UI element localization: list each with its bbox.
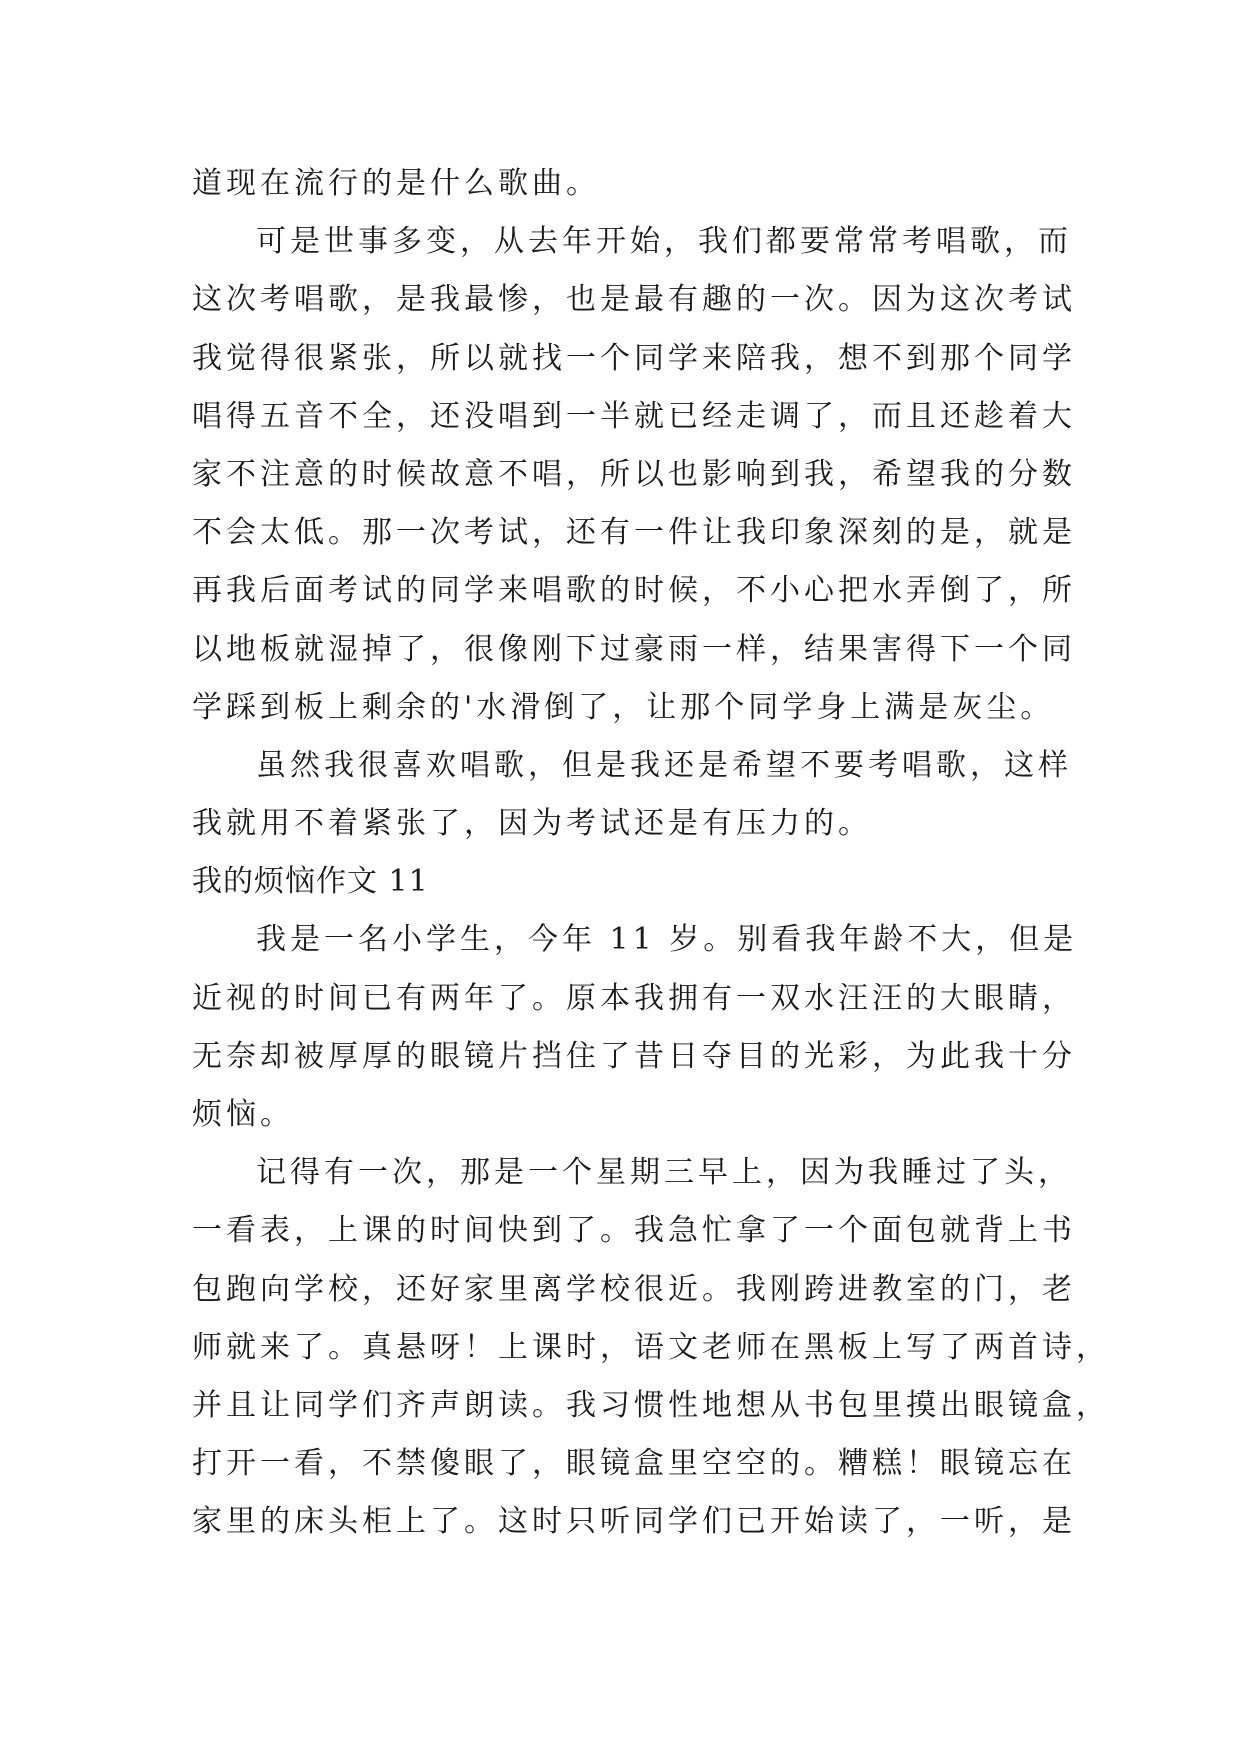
text-line: 近视的时间已有两年了。原本我拥有一双水汪汪的大眼睛， bbox=[192, 980, 1076, 1016]
text-line: 师就来了。真悬呀！上课时，语文老师在黑板上写了两首诗， bbox=[192, 1329, 1110, 1365]
text-line: 唱得五音不全，还没唱到一半就已经走调了，而且还趁着大 bbox=[192, 398, 1076, 434]
text-line: 这次考唱歌，是我最惨，也是最有趣的一次。因为这次考试 bbox=[192, 282, 1076, 318]
text-line: 并且让同学们齐声朗读。我习惯性地想从书包里摸出眼镜盒， bbox=[192, 1387, 1110, 1423]
text-line: 我觉得很紧张，所以就找一个同学来陪我，想不到那个同学 bbox=[192, 340, 1076, 376]
text-line: 烦恼。 bbox=[192, 1097, 294, 1132]
text-line: 可是世事多变，从去年开始，我们都要常常考唱歌，而 bbox=[256, 224, 1072, 260]
text-line: 再我后面考试的同学来唱歌的时候，不小心把水弄倒了，所 bbox=[192, 573, 1076, 609]
text-line: 记得有一次，那是一个星期三早上，因为我睡过了头， bbox=[256, 1155, 1072, 1191]
document-body bbox=[192, 155, 1110, 1552]
text-line: 以地板就湿掉了，很像刚下过豪雨一样，结果害得下一个同 bbox=[192, 631, 1076, 667]
text-line: 学踩到板上剩余的'水滑倒了，让那个同学身上满是灰尘。 bbox=[192, 689, 1055, 725]
section-heading: 我的烦恼作文 11 bbox=[192, 864, 429, 900]
text-line: 我是一名小学生，今年 11 岁。别看我年龄不大，但是 bbox=[256, 922, 1078, 958]
text-line: 道现在流行的是什么歌曲。 bbox=[192, 166, 600, 201]
text-line: 虽然我很喜欢唱歌，但是我还是希望不要考唱歌，这样 bbox=[256, 747, 1072, 783]
text-line: 家里的床头柜上了。这时只听同学们已开始读了，一听，是 bbox=[192, 1504, 1076, 1540]
text-line: 我就用不着紧张了，因为考试还是有压力的。 bbox=[192, 806, 872, 842]
text-line: 打开一看，不禁傻眼了，眼镜盒里空空的。糟糕！眼镜忘在 bbox=[192, 1446, 1076, 1482]
text-line: 包跑向学校，还好家里离学校很近。我刚跨进教室的门，老 bbox=[192, 1271, 1076, 1307]
text-line: 无奈却被厚厚的眼镜片挡住了昔日夺目的光彩，为此我十分 bbox=[192, 1038, 1076, 1074]
text-line: 家不注意的时候故意不唱，所以也影响到我，希望我的分数 bbox=[192, 456, 1076, 492]
text-line: 一看表，上课的时间快到了。我急忙拿了一个面包就背上书 bbox=[192, 1213, 1076, 1249]
text-line: 不会太低。那一次考试，还有一件让我印象深刻的是，就是 bbox=[192, 515, 1076, 551]
